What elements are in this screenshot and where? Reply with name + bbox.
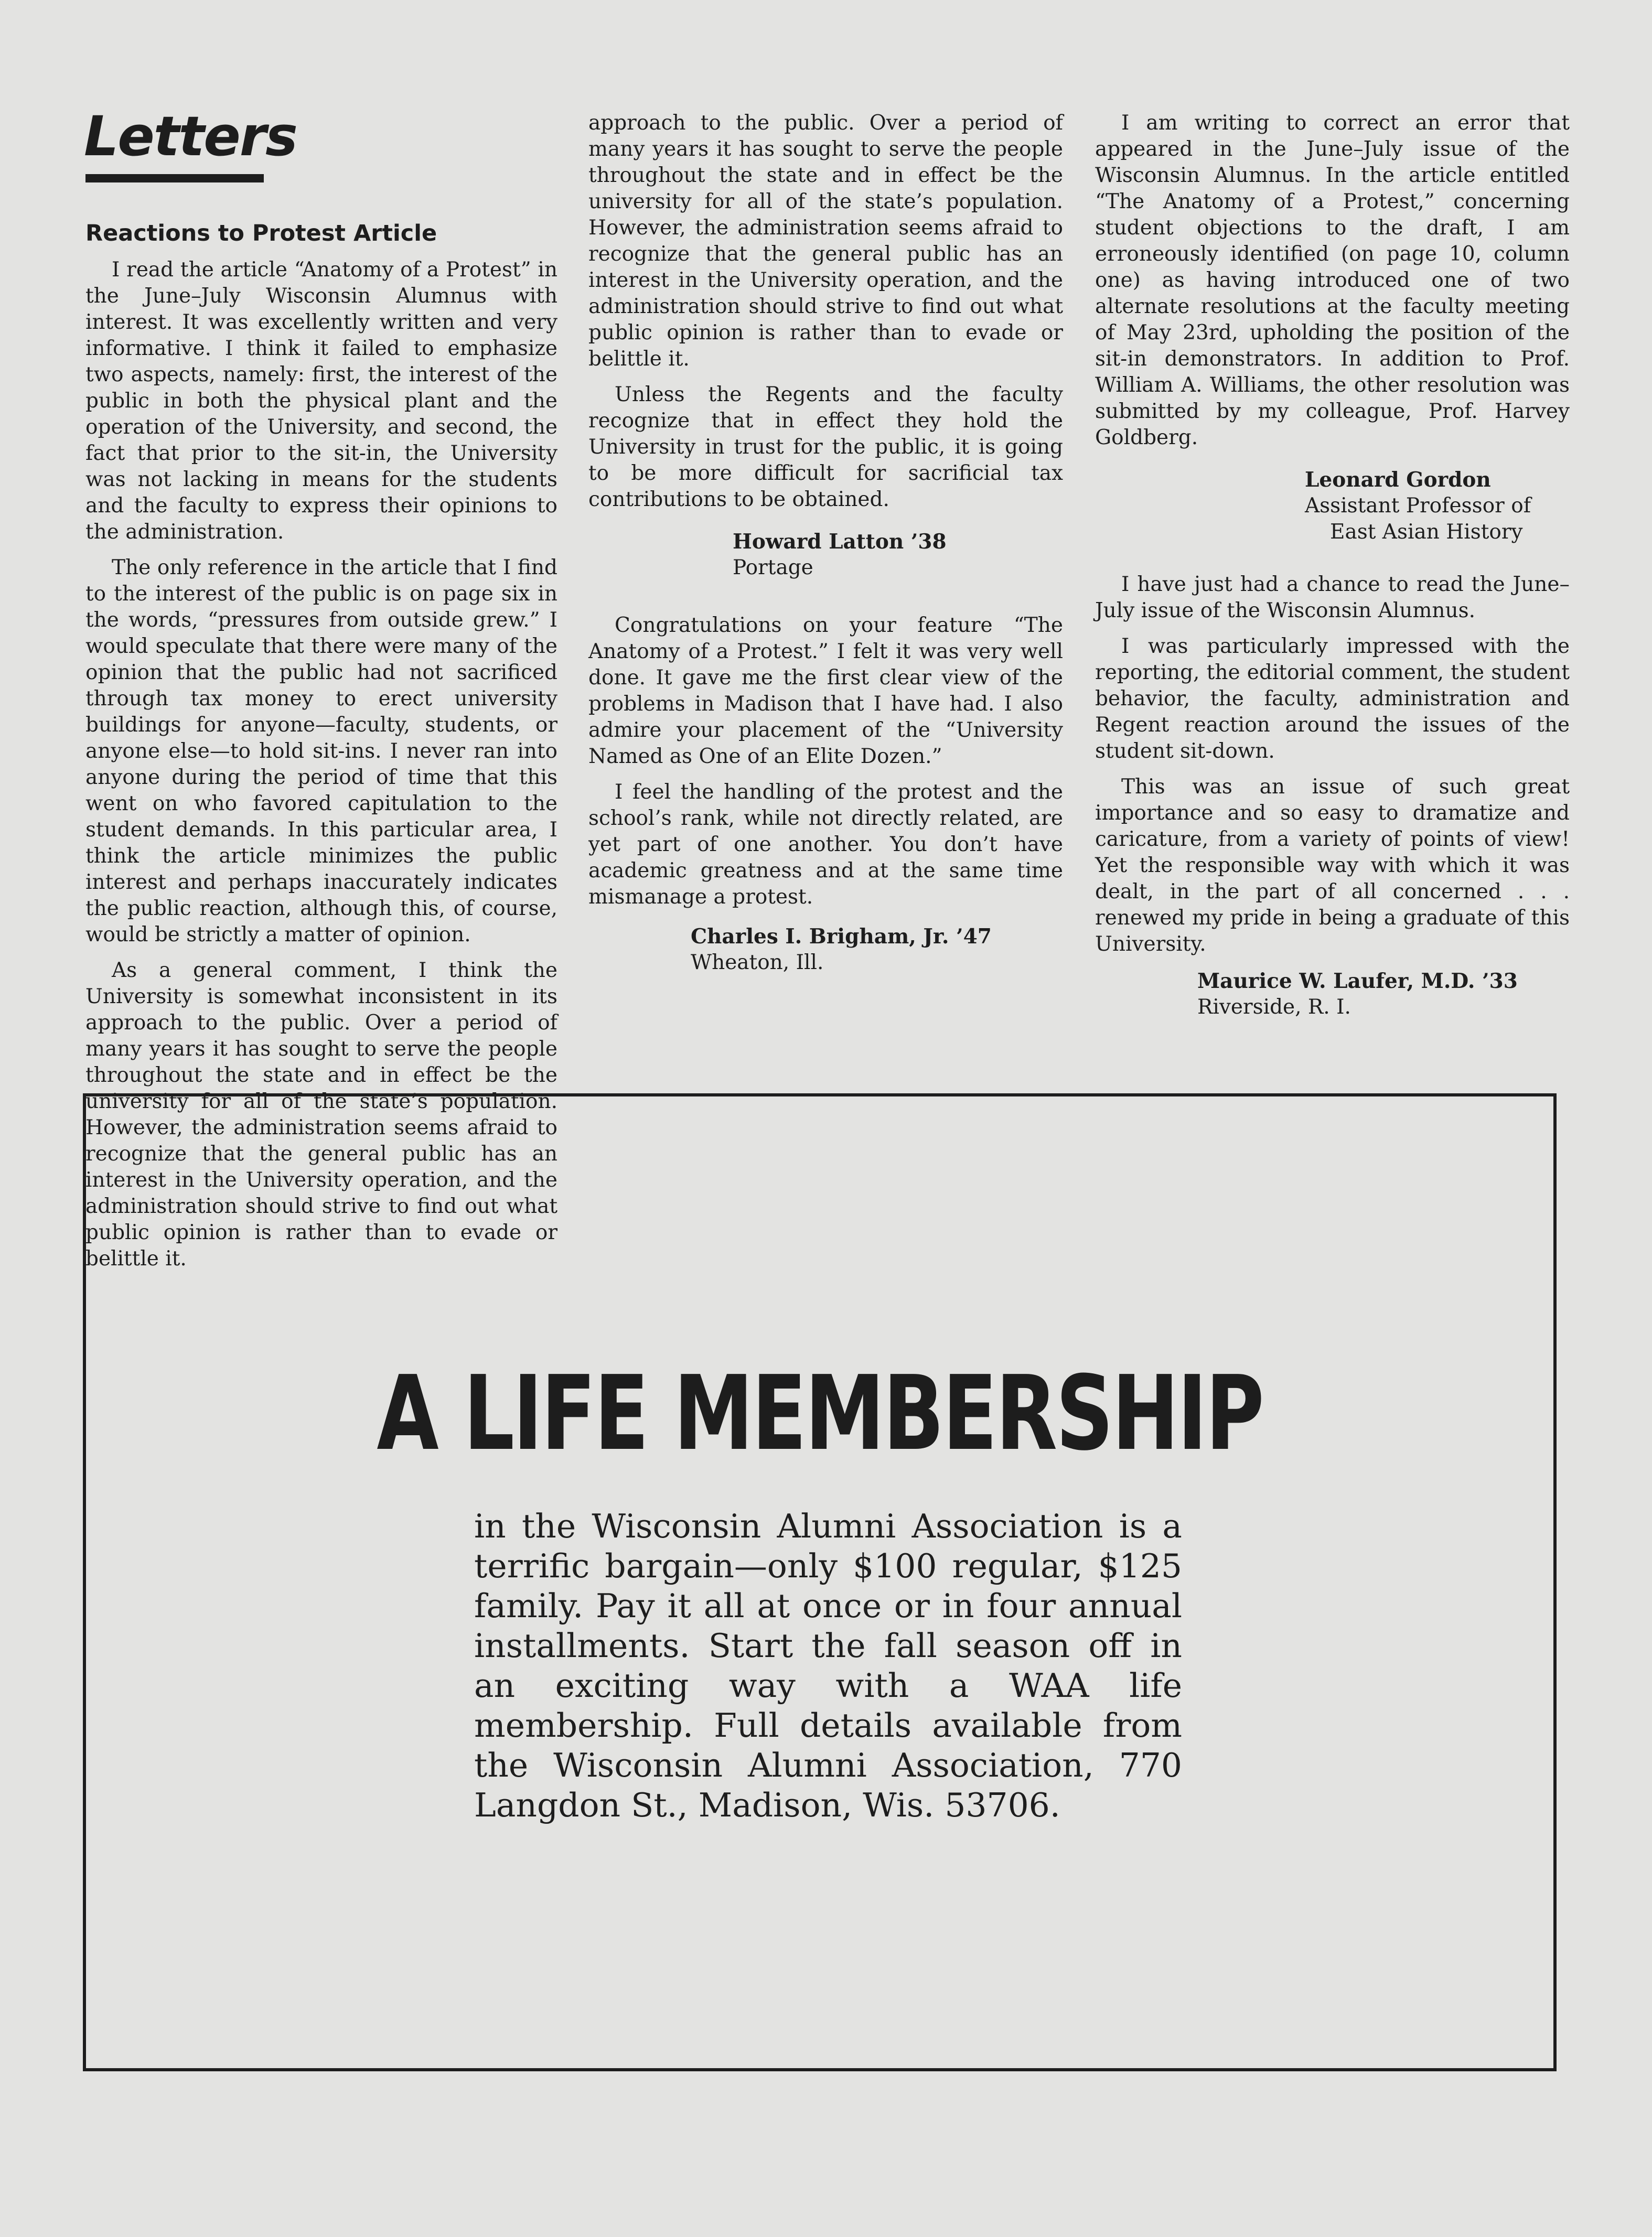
column-3: [1095, 110, 1570, 1020]
ad-body-text: in the Wisconsin Alumni Association is a terrific bargain—only $100 regular, $125 family. Pay it all at once or in four annual installments. Start the fall season off in an exciting way with a WAA life membership. Full details available from the Wisconsin Alumni Association, 770 Langdon St., Madison, Wis. 53706.: [474, 1507, 1182, 1824]
signature-name: Leonard Gordon: [1305, 468, 1491, 492]
letter-1-signature: [588, 529, 1063, 581]
letter-2-signature: [588, 923, 1063, 976]
letter-4-paragraph-2: I was particularly impressed with the reporting, the editorial comment, the student behavior, the faculty, administration and Regent reaction around the issues of the student sit-down.: [1095, 634, 1570, 763]
column-1: [85, 257, 557, 1271]
letter-1-paragraph-2: The only reference in the article that I find to the interest of the public is on page six in the words, “pressures from outside grew.” I would speculate that there were many of the opinion that the public had not sacrificed through tax money to erect university buildings for anyone—faculty, students, or anyone else—to hold sit-ins. I never ran into anyone during the period of time that this went on who favored capitulation to the student demands. In this particular area, I think the article minimizes the public interest and perhaps inaccurately indicates the public reaction, although this, of course, would be strictly a matter of opinion.: [85, 556, 557, 947]
letter-4-signature: [1095, 968, 1570, 1020]
letter-1-paragraph-1: I read the article “Anatomy of a Protest” in the June–July Wisconsin Alumnus with interest. It was excellently written and very informative. I think it failed to emphasize two aspects, namely: first, the interest of the public in both the physical plant and the operation of the University, and second, the fact that prior to the sit-in, the University was not lacking in means for the students and the faculty to express their opinions to the administration.: [85, 258, 557, 544]
signature-name: Maurice W. Laufer, M.D. ’33: [1197, 969, 1518, 993]
signature-name: Charles I. Brigham, Jr. ’47: [691, 924, 992, 949]
signature-title-line-2: East Asian History: [1330, 520, 1523, 544]
letter-1-paragraph-3-continued: approach to the public. Over a period of many years it has sought to serve the people throughout the state and in effect be the university for all of the state’s population. However, the administration seems afraid to recognize that the general public has an interest in the University operation, and the administration should strive to find out what public opinion is rather than to evade or belittle it.: [588, 111, 1063, 371]
signature-name: Howard Latton ’38: [733, 530, 947, 554]
signature-location: Riverside, R. I.: [1197, 995, 1351, 1019]
section-heading: Reactions to Protest Article: [85, 220, 437, 246]
ad-headline: A LIFE MEMBERSHIP: [377, 1354, 1263, 1474]
title-underline: [85, 174, 264, 182]
signature-location: Portage: [733, 556, 813, 579]
column-2: [588, 110, 1063, 976]
signature-location: Wheaton, Ill.: [691, 951, 824, 974]
letter-4-paragraph-1: I have just had a chance to read the June–July issue of the Wisconsin Alumnus.: [1095, 573, 1570, 622]
letter-3-signature: [1095, 467, 1570, 545]
page-title: Letters: [84, 104, 297, 168]
life-membership-ad: [83, 1093, 1557, 2071]
letter-3-paragraph-1: I am writing to correct an error that appeared in the June–July issue of the Wisconsin Alumnus. In the article entitled “The Anatomy of a Protest,” concerning student objections to the draft, I am erroneously identified (on page 10, column one) as having introduced one of two alternate resolutions at the faculty meeting of May 23rd, upholding the position of the sit-in demonstrators. In addition to Prof. William A. Williams, the other resolution was submitted by my colleague, Prof. Harvey Goldberg.: [1095, 111, 1570, 449]
letter-1-paragraph-4: Unless the Regents and the faculty recognize that in effect they hold the University in trust for the public, it is going to be more difficult for sacrificial tax contributions to be obtained.: [588, 383, 1063, 511]
letter-4-paragraph-3: This was an issue of such great importance and so easy to dramatize and caricature, from a variety of points of view! Yet the responsible way with which it was dealt, in the part of all concerned . . . renewed my pride in being a graduate of this University.: [1095, 775, 1570, 956]
letter-2-paragraph-1: Congratulations on your feature “The Anatomy of a Protest.” I felt it was very well done. It gave me the first clear view of the problems in Madison that I have had. I also admire your placement of the “University Named as One of an Elite Dozen.”: [588, 614, 1063, 768]
letter-1-paragraph-3: As a general comment, I think the University is somewhat inconsistent in its approach to the public. Over a period of many years it has sought to serve the people throughout the state and in effect be the university for all of the state’s population. However, the administration seems afraid to recognize that the general public has an interest in the University operation, and the administration should strive to find out what public opinion is rather than to evade or belittle it.: [85, 959, 557, 1271]
letter-2-paragraph-2: I feel the handling of the protest and the school’s rank, while not directly related, are yet part of one another. You don’t have academic greatness and at the same time mismanage a protest.: [588, 780, 1063, 909]
signature-title-line-1: Assistant Professor of: [1305, 494, 1531, 518]
